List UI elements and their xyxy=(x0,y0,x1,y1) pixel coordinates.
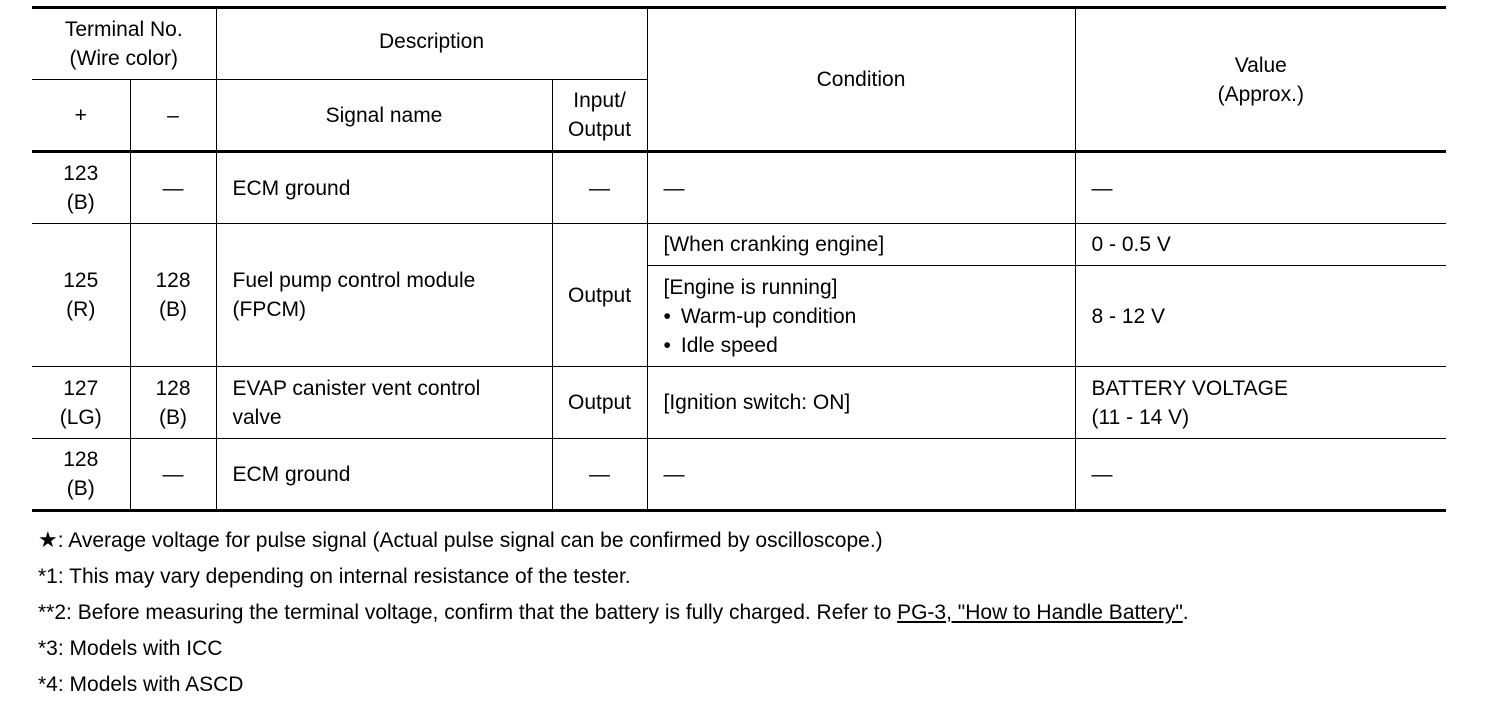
value: BATTERY VOLTAGE (11 - 14 V) xyxy=(1075,367,1446,439)
table-row xyxy=(32,367,1446,439)
minus-terminal: — xyxy=(130,152,216,224)
signal-name: ECM ground xyxy=(216,439,552,511)
condition: [When cranking engine] xyxy=(647,224,1075,266)
plus-terminal: 123 (B) xyxy=(32,152,130,224)
footnotes xyxy=(38,522,1189,703)
condition-bullet: • Warm-up condition xyxy=(664,302,1075,331)
condition-header: Condition xyxy=(647,8,1075,152)
terminal-no-header: Terminal No. (Wire color) xyxy=(32,8,216,80)
value-header: Value (Approx.) xyxy=(1075,8,1446,152)
condition: [Engine is running] • Warm-up condition • Idle speed xyxy=(647,266,1075,367)
signal-name: EVAP canister vent control valve xyxy=(216,367,552,439)
minus-header: – xyxy=(130,80,216,152)
star-icon: ★ xyxy=(38,527,58,552)
minus-terminal: 128 (B) xyxy=(130,367,216,439)
io-header: Input/ Output xyxy=(552,80,647,152)
footnote-3: *3: Models with ICC xyxy=(38,637,223,660)
description-header: Description xyxy=(216,8,647,80)
plus-terminal: 125 (R) xyxy=(32,224,130,367)
value: — xyxy=(1075,439,1446,511)
minus-terminal: — xyxy=(130,439,216,511)
footnote-2: **2: Before measuring the terminal voltage, confirm that the battery is fully charged. Refer to PG-3, "How to Handle Battery". xyxy=(38,601,1189,624)
signal-name-header: Signal name xyxy=(216,80,552,152)
condition: [Ignition switch: ON] xyxy=(647,367,1075,439)
value: — xyxy=(1075,152,1446,224)
condition-bullet: • Idle speed xyxy=(664,331,1075,360)
table-row xyxy=(32,224,1446,266)
plus-terminal: 128 (B) xyxy=(32,439,130,511)
signal-name: ECM ground xyxy=(216,152,552,224)
condition: — xyxy=(647,439,1075,511)
footnote-star: ★: Average voltage for pulse signal (Actual pulse signal can be confirmed by oscilloscope.) xyxy=(38,527,883,552)
plus-terminal: 127 (LG) xyxy=(32,367,130,439)
battery-handling-link[interactable]: PG-3, "How to Handle Battery" xyxy=(897,601,1183,624)
io-type: Output xyxy=(552,224,647,367)
footnote-1: *1: This may vary depending on internal resistance of the tester. xyxy=(38,565,631,588)
terminal-spec-table xyxy=(32,6,1446,512)
io-type: — xyxy=(552,152,647,224)
table-row xyxy=(32,439,1446,511)
io-type: — xyxy=(552,439,647,511)
value: 0 - 0.5 V xyxy=(1075,224,1446,266)
table-row xyxy=(32,152,1446,224)
value: 8 - 12 V xyxy=(1075,266,1446,367)
signal-name: Fuel pump control module (FPCM) xyxy=(216,224,552,367)
plus-header: + xyxy=(32,80,130,152)
minus-terminal: 128 (B) xyxy=(130,224,216,367)
footnote-4: *4: Models with ASCD xyxy=(38,673,244,696)
condition: — xyxy=(647,152,1075,224)
io-type: Output xyxy=(552,367,647,439)
header-row-1 xyxy=(32,8,1446,80)
